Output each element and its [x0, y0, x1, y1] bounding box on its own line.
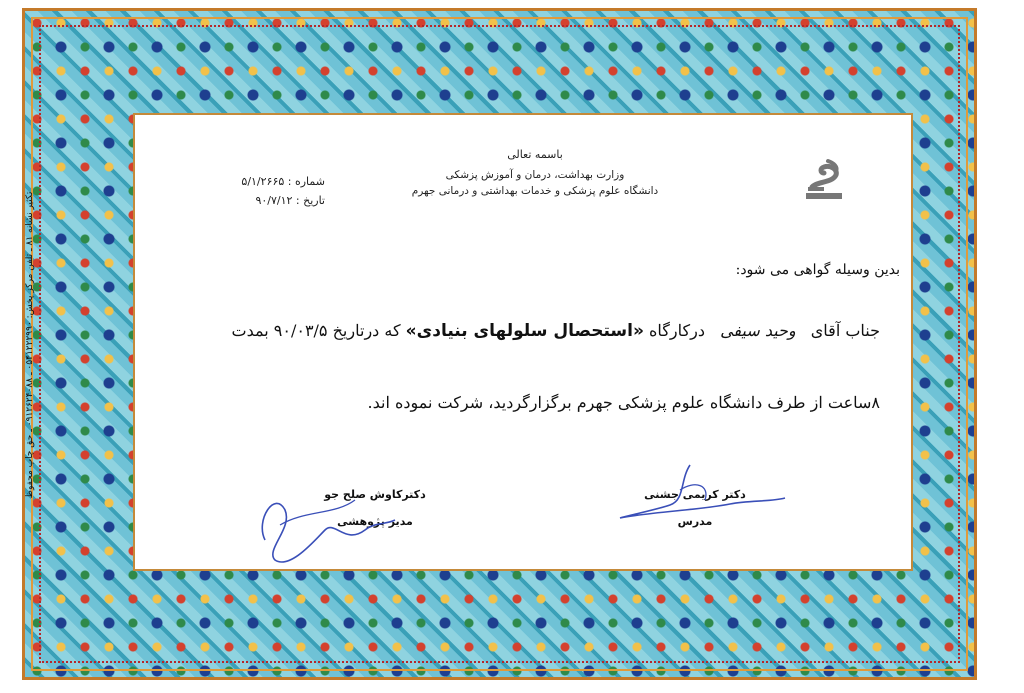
- salutation: جناب آقای: [810, 321, 880, 340]
- date-phrase: که درتاریخ ۹۰/۰۳/۵ بمدت: [231, 321, 401, 340]
- certificate-intro: بدین وسیله گواهی می شود:: [735, 262, 900, 278]
- number-value: ۵/۱/۲۶۶۵: [241, 175, 285, 188]
- handwritten-signature-left: [245, 470, 405, 570]
- workshop-prefix: درکارگاه: [649, 321, 705, 340]
- header-block: [410, 148, 660, 199]
- university-name: دانشگاه علوم پزشکی و خدمات بهداشتی و درمانی جهرم: [411, 185, 659, 197]
- handwritten-signature-right: [610, 460, 790, 530]
- date-value: ۹۰/۷/۱۲: [255, 194, 293, 207]
- certificate-body-line-1: [180, 321, 880, 341]
- signatory-name-left: دکترکاوش صلح جو: [324, 488, 426, 501]
- date-label: تاریخ :: [295, 194, 325, 207]
- ministry-name: وزارت بهداشت، درمان و آموزش پزشکی: [445, 169, 625, 181]
- signatory-title-left: مدیر پژوهشی: [337, 515, 413, 528]
- reference-number: [205, 172, 325, 191]
- reference-date: [205, 191, 325, 210]
- recipient-name: وحید سیفی: [720, 321, 796, 340]
- reference-block: [205, 172, 325, 210]
- signatory-name-right: دکتر کریمی جشنی: [644, 488, 746, 501]
- university-logo-icon: [798, 153, 850, 205]
- number-label: شماره :: [287, 175, 325, 188]
- bismillah-text: باسمه تعالی: [507, 148, 563, 161]
- side-print-note: تکثیر نشانه ۸۱ ـ تلفن مرکز پخش: ۰۵۴۱۲۲۲۹۹۰ ـ ۰۹۱۲۶۲۴۰۸۸ ـ حق چاپ محفوظ: [25, 191, 35, 499]
- signatory-title-right: مدرس: [677, 515, 713, 528]
- certificate-body-line-2: ۸ساعت از طرف دانشگاه علوم پزشکی جهرم برگزارگردید، شرکت نموده اند.: [367, 393, 880, 412]
- workshop-title: «استحصال سلولهای بنیادی»: [405, 321, 644, 341]
